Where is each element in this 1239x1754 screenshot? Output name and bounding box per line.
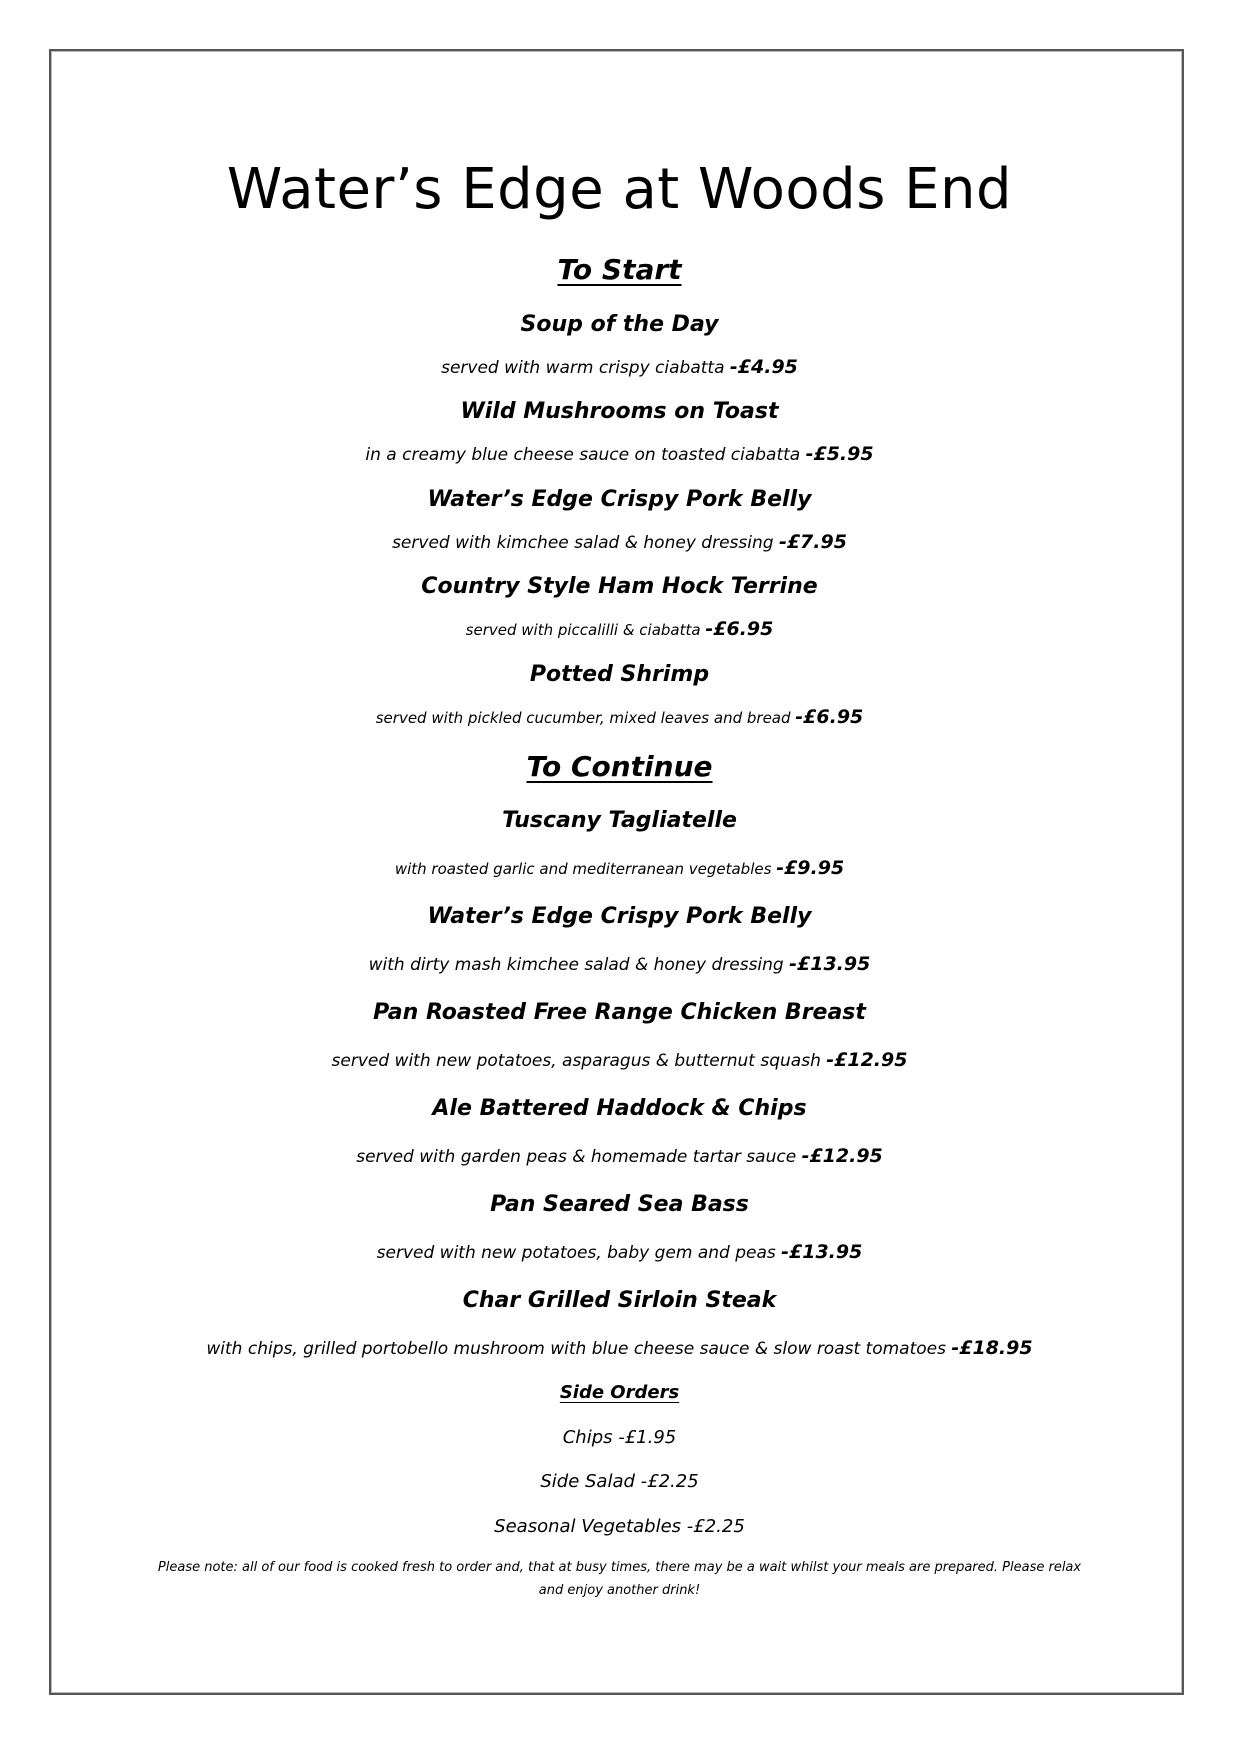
dish-name: Wild Mushrooms on Toast	[460, 399, 779, 424]
side-item: Chips -£1.95	[562, 1427, 677, 1448]
dish-name: Pan Seared Sea Bass	[490, 1192, 749, 1217]
dish-description: served with new potatoes, baby gem and peas -£13.95	[376, 1241, 863, 1263]
dish-name: Potted Shrimp	[529, 662, 710, 687]
dish-price: -£18.95	[951, 1337, 1033, 1359]
dish-price: -£13.95	[789, 953, 871, 975]
footer-note: Please note: all of our food is cooked fresh to order and, that at busy times, there may be a wait whilst your meals are prepared. Please relax and enjoy another drink!	[157, 1560, 1082, 1598]
section-heading-sides: Side Orders	[559, 1382, 680, 1403]
dish-name: Tuscany Tagliatelle	[502, 808, 737, 833]
dish-description: served with garden peas & homemade tartar sauce -£12.95	[356, 1145, 883, 1167]
dish-price: -£4.95	[729, 356, 798, 378]
dish-description: in a creamy blue cheese sauce on toasted ciabatta -£5.95	[365, 443, 874, 465]
dish-price: -£7.95	[778, 531, 847, 553]
dish-name: Water’s Edge Crispy Pork Belly	[427, 904, 812, 929]
dish-price: -£5.95	[805, 443, 874, 465]
dish-description: served with new potatoes, asparagus & butternut squash -£12.95	[331, 1049, 908, 1071]
dish-description: with roasted garlic and mediterranean vegetables -£9.95	[394, 857, 845, 879]
dish-description: served with warm crispy ciabatta -£4.95	[441, 356, 798, 378]
section-heading-starters: To Start	[557, 253, 682, 286]
dish-name: Ale Battered Haddock & Chips	[432, 1096, 807, 1121]
dish-description: served with kimchee salad & honey dressing -£7.95	[392, 531, 847, 553]
restaurant-title: Water’s Edge at Woods End	[226, 157, 1013, 222]
side-item: Side Salad -£2.25	[540, 1471, 699, 1492]
dish-description: served with pickled cucumber, mixed leaves and bread -£6.95	[375, 706, 864, 728]
dish-price: -£13.95	[781, 1241, 863, 1263]
dish-price: -£6.95	[705, 618, 774, 640]
dish-price: -£12.95	[801, 1145, 883, 1167]
side-item: Seasonal Vegetables -£2.25	[494, 1516, 745, 1537]
dish-name: Char Grilled Sirloin Steak	[462, 1288, 777, 1313]
dish-description: served with piccalilli & ciabatta -£6.95	[465, 618, 774, 640]
dish-name: Soup of the Day	[520, 312, 719, 337]
dish-name: Country Style Ham Hock Terrine	[421, 574, 818, 599]
dish-description: with chips, grilled portobello mushroom with blue cheese sauce & slow roast tomatoes -£18.95	[206, 1337, 1033, 1359]
section-heading-mains: To Continue	[526, 750, 713, 783]
dish-price: -£9.95	[776, 857, 845, 879]
dish-name: Pan Roasted Free Range Chicken Breast	[373, 1000, 866, 1025]
dish-description: with dirty mash kimchee salad & honey dressing -£13.95	[368, 953, 871, 975]
dish-name: Water’s Edge Crispy Pork Belly	[427, 487, 812, 512]
dish-price: -£6.95	[795, 706, 864, 728]
dish-price: -£12.95	[826, 1049, 908, 1071]
